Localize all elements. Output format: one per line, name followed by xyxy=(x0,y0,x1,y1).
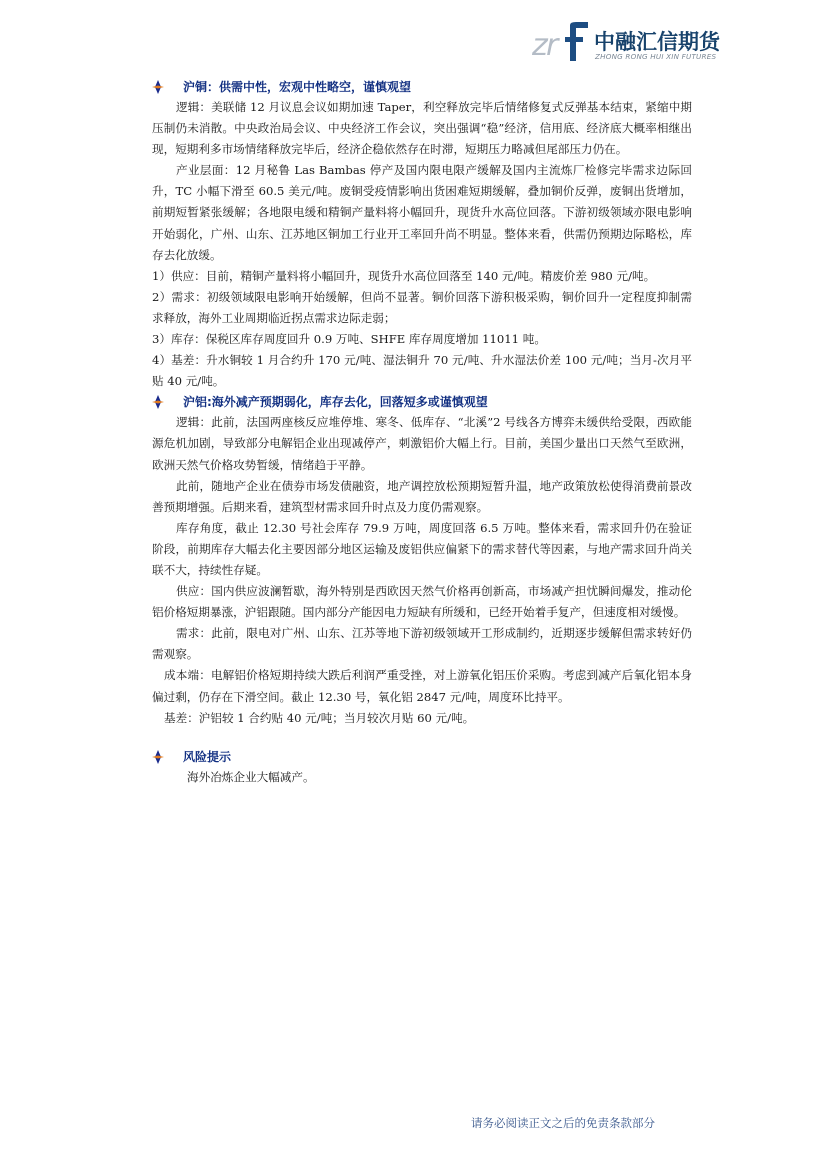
copper-inventory-item: 3）库存：保税区库存周度回升 0.9 万吨、SHFE 库存周度增加 11011 吨。 xyxy=(152,332,546,347)
risk-description: 海外冶炼企业大幅减产。 xyxy=(187,769,315,784)
copper-industry-paragraph: 产业层面：12 月秘鲁 Las Bambas 停产及国内限电限产缓解及国内主流炼厂检修完毕需求边际回升，TC 小幅下滑至 60.5 美元/吨。废铜受疫情影响出货困难短期缓解，叠加铜价反弹，废铜出货增加，前期短暂紧张缓解；各地限电缓和精铜产量料将小幅回升，现货升水高位回落。下游初级领域亦限电影响开始弱化，广州、山东、江苏地区铜加工行业开工率回升尚不明显。整体来看，供需仍预期边际略松，库存去化放缓。 xyxy=(152,163,692,262)
aluminum-inventory-paragraph: 库存角度，截止 12.30 号社会库存 79.9 万吨，周度回落 6.5 万吨。整体来看，需求回升仍在验证阶段，前期库存大幅去化主要因部分地区运输及废铝供应偏紧下的需求替代等因素，与地产需求回升尚关联不大，持续性存疑。 xyxy=(152,520,692,577)
diamond-bullet-icon xyxy=(152,395,164,409)
copper-logic-paragraph: 逻辑：美联储 12 月议息会议如期加速 Taper，利空释放完毕后情绪修复式反弹基本结束，紧缩中期压制仍未消散。中央政治局会议、中央经济工作会议，突出强调“稳”经济，信用底、经济底大概率相继出现，短期利多市场情绪释放完毕后，经济企稳依然存在时滞，短期压力略减但尾部压力仍在。 xyxy=(152,100,692,157)
copper-section-heading xyxy=(152,77,692,97)
copper-supply-item: 1）供应：目前，精铜产量料将小幅回升，现货升水高位回落至 140 元/吨。精废价差 980 元/吨。 xyxy=(152,268,656,283)
logo-chinese-name: 中融汇信期货 xyxy=(594,30,720,54)
aluminum-heading-text: 沪铝:海外减产预期弱化，库存去化，回落短多或谨慎观望 xyxy=(183,395,488,410)
risk-heading-text: 风险提示 xyxy=(183,749,232,764)
copper-basis-item: 4）基差：升水铜较 1 月合约升 170 元/吨、湿法铜升 70 元/吨、升水湿法价差 100 元/吨；当月-次月平贴 40 元/吨。 xyxy=(152,353,692,389)
aluminum-property-paragraph: 此前，随地产企业在债券市场发债融资，地产调控放松预期短暂升温，地产政策放松使得消费前景改善预期增强。后期来看，建筑型材需求回升时点及力度仍需观察。 xyxy=(152,478,692,514)
logo-english-name: ZHONG RONG HUI XIN FUTURES xyxy=(595,52,717,61)
aluminum-section-heading xyxy=(152,392,692,412)
svg-text:z: z xyxy=(532,28,548,63)
copper-demand-item: 2）需求：初级领域限电影响开始缓解，但尚不显著。铜价回落下游积极采购，铜价回升一定程度抑制需求释放，海外工业周期临近拐点需求边际走弱； xyxy=(152,289,692,325)
company-logo xyxy=(532,22,722,64)
footer-disclaimer: 请务必阅读正文之后的免责条款部分 xyxy=(471,1116,655,1130)
zrf-logo-icon xyxy=(532,22,592,64)
aluminum-supply-paragraph: 供应：国内供应波澜暂歇，海外特别是西欧因天然气价格再创新高，市场减产担忧瞬间爆发，推动伦铝价格短期暴涨，沪铝跟随。国内部分产能因电力短缺有所缓和，已经开始着手复产，但速度相对缓慢。 xyxy=(152,584,692,620)
aluminum-basis-paragraph: 基差：沪铝较 1 合约贴 40 元/吨；当月较次月贴 60 元/吨。 xyxy=(164,710,475,725)
diamond-bullet-icon xyxy=(152,750,164,764)
aluminum-demand-paragraph: 需求：此前，限电对广州、山东、江苏等地下游初级领域开工形成制约，近期逐步缓解但需求转好仍需观察。 xyxy=(152,626,692,662)
report-body xyxy=(152,77,692,788)
svg-text:r: r xyxy=(546,28,559,63)
copper-heading-text: 沪铜：供需中性，宏观中性略空，谨慎观望 xyxy=(183,80,412,94)
diamond-bullet-icon xyxy=(152,80,164,94)
risk-section-heading xyxy=(152,747,692,767)
aluminum-logic-paragraph: 逻辑：此前，法国两座核反应堆停堆、寒冬、低库存、“北溪”2 号线各方博弈未缓供给受限，西欧能源危机加剧，导致部分电解铝企业出现减停产，刺激铝价大幅上行。目前，美国少量出口天然气至欧洲，欧洲天然气价格攻势暂缓，情绪趋于平静。 xyxy=(152,415,692,472)
aluminum-cost-paragraph: 成本端：电解铝价格短期持续大跌后利润严重受挫，对上游氧化铝压价采购。考虑到减产后氧化铝本身偏过剩，仍存在下滑空间。截止 12.30 号，氧化铝 2847 元/吨，周度环比持平。 xyxy=(152,668,692,704)
